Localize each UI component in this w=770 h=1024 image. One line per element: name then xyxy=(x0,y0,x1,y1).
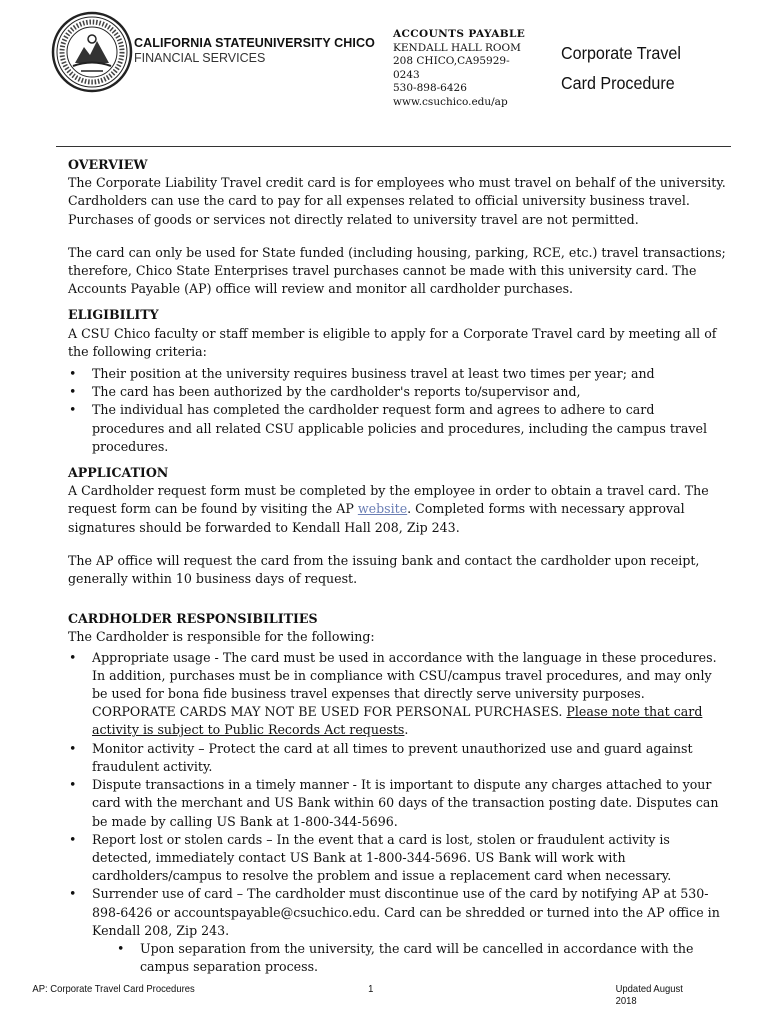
ap-website: www.csuchico.edu/ap xyxy=(393,95,508,108)
list-item: • Dispute transactions in a timely manner - It is important to dispute any charges attached to your card with the merchant and US Bank within 60 days of the transaction posting date. Disputes can be made by calling US Bank at 1-800-344-5696. xyxy=(69,777,719,829)
list-item: • Their position at the university requires business travel at least two times per year; and xyxy=(68,365,728,383)
application-heading: APPLICATION xyxy=(68,465,169,481)
overview-paragraph-2: The card can only be used for State funded (including housing, parking, RCE, etc.) travel transactions; therefore, Chico State Enterprises travel purchases cannot be made with this university card. The Accounts Payable (AP) office will review and monitor all cardholder purchases. xyxy=(68,244,726,297)
responsibilities-heading: CARDHOLDER RESPONSIBILITIES xyxy=(68,611,318,627)
responsibilities-list xyxy=(68,649,728,940)
department-name: FINANCIAL SERVICES xyxy=(134,51,266,65)
document-title-line-2: Card Procedure xyxy=(561,73,675,93)
ap-website-link[interactable]: website xyxy=(357,501,408,517)
sub-list xyxy=(116,940,728,976)
overview-heading: OVERVIEW xyxy=(68,157,148,172)
bullet-icon: • xyxy=(69,886,77,902)
bullet-icon: • xyxy=(69,740,77,756)
list-item: • The card has been authorized by the cardholder's reports to/supervisor and, xyxy=(68,383,728,401)
footer-title: AP: Corporate Travel Card Procedures xyxy=(32,983,195,995)
bullet-icon: • xyxy=(69,649,77,665)
eligibility-heading: ELIGIBILITY xyxy=(68,307,159,323)
ap-phone: 530-898-6426 xyxy=(393,82,467,94)
bullet-icon: • xyxy=(69,384,77,400)
application-paragraph-1: A Cardholder request form must be completed by the employee in order to obtain a travel card. The request form can be found by visiting the AP website. Completed forms with necessary approval signatures should be forwarded to Kendall Hall 208, Zip 243. xyxy=(68,483,709,535)
bullet-icon: • xyxy=(117,940,125,956)
list-item: • Surrender use of card – The cardholder must discontinue use of the card by notifying AP at 530-898-6426 or accountspayable@csuchico.edu. Card can be shredded or turned into the AP office in Kendall 208, Zip 243. xyxy=(69,886,720,938)
responsibilities-intro: The Cardholder is responsible for the following: xyxy=(68,629,375,645)
ap-title: ACCOUNTS PAYABLE xyxy=(393,28,526,40)
list-item: • Appropriate usage - The card must be used in accordance with the language in these procedures. In addition, purchases must be in compliance with CSU/campus travel procedures, and may only be used for bona fide business travel expenses that directly serve university purposes. CORPORATE CARDS MAY NOT BE USED FOR PERSONAL PURCHASES. Please note that card activity is subject to Public Records Act requests. xyxy=(69,649,717,738)
page-number: 1 xyxy=(368,983,374,995)
organization-header xyxy=(134,36,375,66)
overview-paragraph-1: The Corporate Liability Travel credit card is for employees who must travel on behalf of the university. Cardholders can use the card to pay for all expenses related to official university business travel. Purchases of goods or services not directly related to university travel are not permitted. xyxy=(68,175,726,227)
eligibility-intro: A CSU Chico faculty or staff member is eligible to apply for a Corporate Travel card by meeting all of the following criteria: xyxy=(68,325,717,359)
university-seal-icon xyxy=(51,11,133,93)
bullet-icon: • xyxy=(69,777,77,793)
sub-list-item: • Upon separation from the university, the card will be cancelled in accordance with the campus separation process. xyxy=(117,940,694,975)
ap-address-line: KENDALL HALL ROOM xyxy=(393,41,521,54)
document-title-line-1: Corporate Travel xyxy=(561,43,681,63)
list-item: • Monitor activity – Protect the card at all times to prevent unauthorized use and guard against fraudulent activity. xyxy=(69,740,693,774)
eligibility-list xyxy=(68,365,728,456)
header-divider xyxy=(56,146,731,147)
document-title xyxy=(561,38,681,98)
application-paragraph-2: The AP office will request the card from the issuing bank and contact the cardholder upon receipt, generally within 10 business days of request. xyxy=(68,552,700,587)
ap-address-line: 0243 xyxy=(393,68,420,81)
bullet-icon: • xyxy=(69,831,77,847)
public-records-note: Please note that card activity is subject to Public Records Act requests xyxy=(92,704,703,738)
ap-address-line: 208 CHICO,CA95929- xyxy=(393,55,510,67)
footer-updated: Updated August 2018 xyxy=(615,983,683,1007)
accounts-payable-address xyxy=(393,28,531,109)
list-item: • The individual has completed the cardholder request form and agrees to adhere to card procedures and all related CSU applicable policies and procedures, including the campus travel procedures. xyxy=(69,402,708,454)
bullet-icon: • xyxy=(69,366,77,382)
bullet-icon: • xyxy=(69,402,77,418)
university-name: CALIFORNIA STATEUNIVERSITY CHICO xyxy=(134,36,375,50)
list-item: • Report lost or stolen cards – In the event that a card is lost, stolen or fraudulent activity is detected, immediately contact US Bank at 1-800-344-5696. US Bank will work with cardholders/campus to resolve the problem and issue a replacement card when necessary. xyxy=(69,831,672,884)
document-body xyxy=(68,156,728,976)
